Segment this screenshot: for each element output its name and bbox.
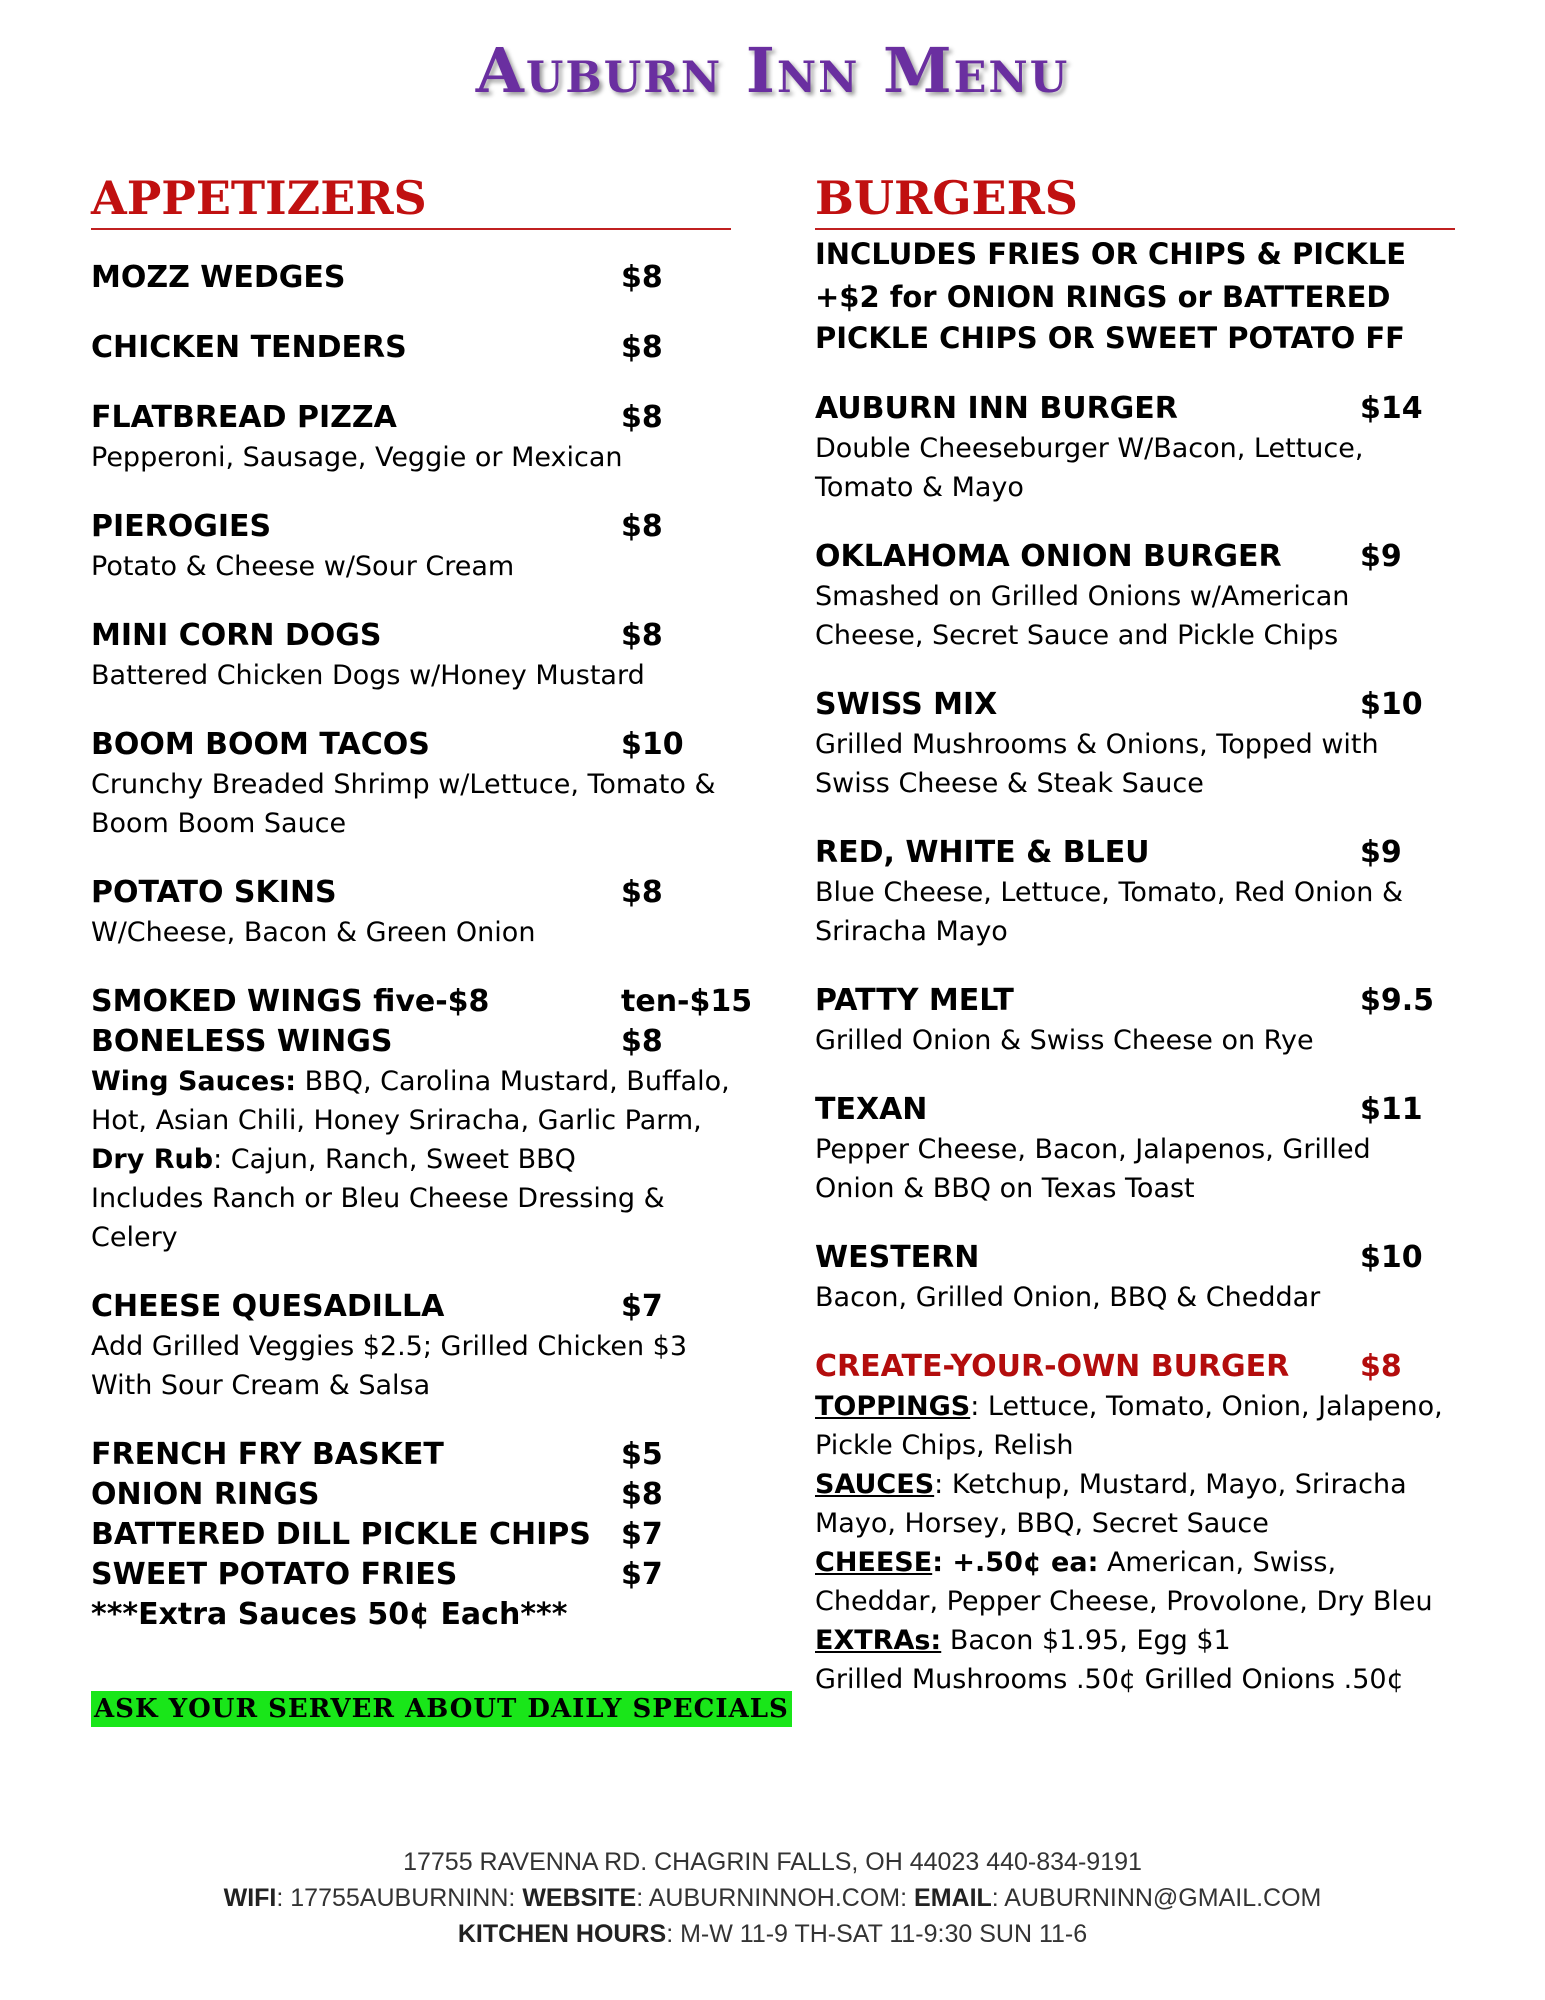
cheese-line [815,1543,1455,1621]
extras-text: Bacon $1.95, Egg $1 [941,1625,1231,1656]
menu-item [91,398,731,477]
item-description: Double Cheeseburger W/Bacon, Lettuce, Tomato & Mayo [815,433,1364,503]
item-price: $9 [1360,835,1402,870]
website-value: : AUBURNINNOH.COM: [636,1884,915,1912]
menu-item [815,981,1455,1060]
item-name: MOZZ WEDGES [91,260,346,295]
item-name: BATTERED DILL PICKLE CHIPS [91,1517,591,1552]
item-description: Pepper Cheese, Bacon, Jalapenos, Grilled Onion & BBQ on Texas Toast [815,1134,1371,1204]
menu-item [815,1238,1455,1317]
item-description: Crunchy Breaded Shrimp w/Lettuce, Tomato & Boom Boom Sauce [91,769,716,839]
item-price: $9 [1360,539,1402,574]
extras-line [815,1621,1455,1660]
toppings-text: : Lettuce, Tomato, Onion, Jalapeno, Pickle Chips, Relish [815,1391,1443,1461]
menu-item [91,507,731,586]
item-price: $5 [621,1437,663,1472]
wing-sauces [91,1062,731,1140]
item-description: Add Grilled Veggies $2.5; Grilled Chicken $3 [91,1331,688,1362]
daily-specials-banner: ASK YOUR SERVER ABOUT DAILY SPECIALS [91,1691,792,1727]
extras-label: EXTRAs: [815,1625,942,1656]
item-price: $11 [1360,1092,1423,1127]
create-burger-name: CREATE-YOUR-OWN BURGER [815,1349,1290,1384]
toppings-label: TOPPINGS [815,1391,971,1422]
wings-item [91,982,753,1257]
appetizers-heading: APPETIZERS [91,170,731,230]
wifi-value: : 17755AUBURNINN: [276,1884,523,1912]
wings-includes: Includes Ranch or Bleu Cheese Dressing & Celery [91,1183,665,1253]
sauces-label: SAUCES [815,1469,935,1500]
item-name: ONION RINGS [91,1477,320,1512]
wifi-label: WIFI [223,1884,277,1912]
item-description: With Sour Cream & Salsa [91,1370,431,1401]
item-price: $10 [1360,1240,1423,1275]
email-value: : AUBURNINN@GMAIL.COM [991,1884,1322,1912]
item-name: RED, WHITE & BLEU [815,835,1150,870]
item-name: FRENCH FRY BASKET [91,1437,444,1472]
menu-item [91,616,731,695]
item-name: OKLAHOMA ONION BURGER [815,539,1282,574]
create-your-own-item [815,1347,1455,1699]
item-name: CHICKEN TENDERS [91,330,407,365]
item-price: $10 [621,727,684,762]
item-description: Grilled Onion & Swiss Cheese on Rye [815,1025,1314,1056]
item-price: $10 [1360,687,1423,722]
menu-item [815,1090,1455,1208]
menu-item [91,328,731,368]
smoked-wings-name: SMOKED WINGS five-$8 [91,984,490,1019]
sauces-line [815,1465,1455,1543]
item-price: $8 [621,1477,663,1512]
menu-item [815,537,1455,655]
item-name: TEXAN [815,1092,928,1127]
menu-item [91,258,731,298]
wing-sauces-label: Wing Sauces: [91,1066,297,1097]
item-price: $8 [621,400,663,435]
cheese-label: CHEESE [815,1547,933,1578]
footer-hours [0,1916,1545,1952]
wing-sauces-text: BBQ, Carolina Mustard, Buffalo, Hot, Asian Chili, Honey Sriracha, Garlic Parm, [91,1066,730,1136]
sauces-text: : Ketchup, Mustard, Mayo, Sriracha Mayo, Horsey, BBQ, Secret Sauce [815,1469,1407,1539]
menu-item [815,685,1455,803]
boneless-wings-price: $8 [621,1024,663,1059]
burgers-upgrade-note: +$2 for ONION RINGS or BATTERED PICKLE CHIPS OR SWEET POTATO FF [815,280,1405,355]
item-name: PIEROGIES [91,509,272,544]
extra-sauces-text: ***Extra Sauces 50¢ Each*** [91,1597,568,1632]
email-label: EMAIL [914,1884,992,1912]
item-name: POTATO SKINS [91,875,337,910]
item-name: WESTERN [815,1240,980,1275]
burgers-includes-note: INCLUDES FRIES OR CHIPS & PICKLE [815,237,1407,271]
item-name: SWISS MIX [815,687,998,722]
side-item [91,1475,731,1515]
extras-more: Grilled Mushrooms .50¢ Grilled Onions .50¢ [815,1664,1404,1695]
footer-contact [0,1880,1545,1916]
footer-address: 17755 RAVENNA RD. CHAGRIN FALLS, OH 44023 440-834-9191 [403,1848,1142,1876]
item-price: $14 [1360,391,1423,426]
dry-rub-text: : Cajun, Ranch, Sweet BBQ [213,1144,576,1175]
side-item [91,1555,731,1595]
item-description: Smashed on Grilled Onions w/American Cheese, Secret Sauce and Pickle Chips [815,581,1350,651]
item-price: $8 [621,618,663,653]
item-name: PATTY MELT [815,983,1014,1018]
dry-rub [91,1140,731,1179]
item-description: Bacon, Grilled Onion, BBQ & Cheddar [815,1282,1321,1313]
quesadilla-item [91,1287,731,1405]
cheese-price: : +.50¢ ea: [932,1547,1099,1578]
item-name: CHEESE QUESADILLA [91,1289,445,1324]
menu-item [815,389,1455,507]
toppings-line [815,1387,1455,1465]
item-name: SWEET POTATO FRIES [91,1557,458,1592]
item-description: Potato & Cheese w/Sour Cream [91,551,515,582]
boneless-wings-name: BONELESS WINGS [91,1024,393,1059]
appetizers-section [91,170,753,1635]
item-name: BOOM BOOM TACOS [91,727,430,762]
item-price: $8 [621,509,663,544]
hours-value: : M-W 11-9 TH-SAT 11-9:30 SUN 11-6 [666,1920,1088,1948]
side-item [91,1435,731,1475]
item-description: Battered Chicken Dogs w/Honey Mustard [91,660,645,691]
item-price: $7 [621,1517,663,1552]
menu-item [91,725,731,843]
item-description: Grilled Mushrooms & Onions, Topped with Swiss Cheese & Steak Sauce [815,729,1379,799]
footer [0,1844,1545,1952]
sides-list [91,1435,731,1635]
create-burger-price: $8 [1360,1349,1402,1384]
item-price: $8 [621,330,663,365]
item-price: $8 [621,260,663,295]
item-price: $7 [621,1557,663,1592]
side-item [91,1515,731,1555]
extra-sauces-note [91,1595,731,1635]
item-name: AUBURN INN BURGER [815,391,1178,426]
item-price: $9.5 [1360,983,1435,1018]
item-name: MINI CORN DOGS [91,618,382,653]
item-description: Pepperoni, Sausage, Veggie or Mexican [91,442,623,473]
hours-label: KITCHEN HOURS [457,1920,667,1948]
item-description: Blue Cheese, Lettuce, Tomato, Red Onion & Sriracha Mayo [815,877,1404,947]
burgers-section [815,170,1455,1699]
smoked-wings-ten-price: ten-$15 [621,984,753,1019]
item-name: FLATBREAD PIZZA [91,400,397,435]
menu-item [815,833,1455,951]
website-label: WEBSITE [522,1884,637,1912]
item-price: $7 [621,1289,663,1324]
dry-rub-label: Dry Rub [91,1144,214,1175]
cheese-text: American, Swiss, Cheddar, Pepper Cheese, Provolone, Dry Bleu [815,1547,1433,1617]
menu-title: Auburn Inn Menu [475,34,1070,107]
burgers-heading: BURGERS [815,170,1455,230]
item-description: W/Cheese, Bacon & Green Onion [91,917,536,948]
item-price: $8 [621,875,663,910]
menu-item [91,873,731,952]
